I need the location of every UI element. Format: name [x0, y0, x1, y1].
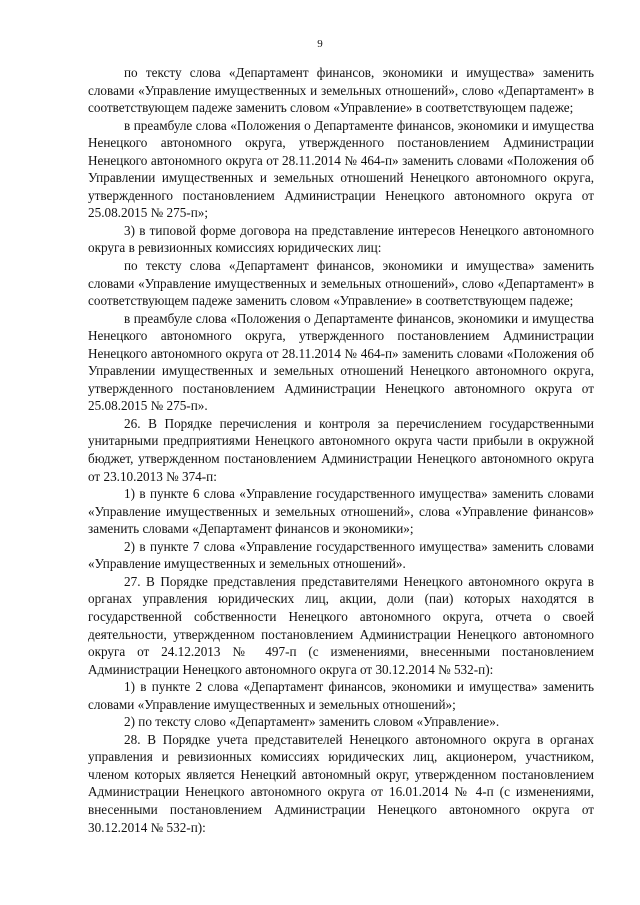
- paragraph: 28. В Порядке учета представителей Ненецкого автономного округа в органах управления и ревизионных комиссиях юридических лиц, акционером, участником, членом которых является Ненецкий автономный округ, утвержденном постановлением Администрации Ненецкого автономного округа от 16.01.2014 № 4-п (с изменениями, внесенными постановлением Администрации Ненецкого автономного округа от 30.12.2014 № 532-п):: [88, 731, 594, 835]
- paragraph: 26. В Порядке перечисления и контроля за перечислением государственными унитарными предприятиями Ненецкого автономного округа части прибыли в окружной бюджет, утвержденном постановлением Администрации Ненецкого автономного округа от 23.10.2013 № 374-п:: [88, 415, 594, 484]
- paragraph: 27. В Порядке представления представителями Ненецкого автономного округа в органах управления юридических лиц, акции, доли (паи) которых находятся в государственной собственности Ненецкого автономного округа, отчета о своей деятельности, утвержденном постановлением Администрации Ненецкого автономного округа от 24.12.2013 № 497-п (с изменениями, внесенными постановлением Администрации Ненецкого автономного округа от 30.12.2014 № 532-п):: [88, 573, 594, 677]
- paragraph: по тексту слова «Департамент финансов, экономики и имущества» заменить словами «Управление имущественных и земельных отношений», слово «Департамент» в соответствующем падеже заменить словом «Управление» в соответствующем падеже;: [88, 258, 594, 309]
- paragraph: по тексту слова «Департамент финансов, экономики и имущества» заменить словами «Управление имущественных и земельных отношений», слово «Департамент» в соответствующем падеже заменить словом «Управление» в соответствующем падеже;: [88, 65, 594, 116]
- paragraph: 1) в пункте 2 слова «Департамент финансов, экономики и имущества» заменить словами «Управление имущественных и земельных отношений»;: [88, 679, 594, 712]
- document-body: [88, 64, 594, 836]
- paragraph: в преамбуле слова «Положения о Департаменте финансов, экономики и имущества Ненецкого автономного округа, утвержденного постановлением Администрации Ненецкого автономного округа от 28.11.2014 № 464-п» заменить словами «Положения об Управлении имущественных и земельных отношений Ненецкого автономного округа, утвержденного постановлением Администрации Ненецкого автономного округа от 25.08.2015 № 275-п».: [88, 310, 594, 414]
- paragraph: в преамбуле слова «Положения о Департаменте финансов, экономики и имущества Ненецкого автономного округа, утвержденного постановлением Администрации Ненецкого автономного округа от 28.11.2014 № 464-п» заменить словами «Положения об Управлении имущественных и земельных отношений Ненецкого автономного округа, утвержденного постановлением Администрации Ненецкого автономного округа от 25.08.2015 № 275-п»;: [88, 117, 594, 221]
- paragraph: 1) в пункте 6 слова «Управление государственного имущества» заменить словами «Управление имущественных и земельных отношений», слова «Управление финансов» заменить словами «Департамент финансов и экономики»;: [88, 486, 594, 537]
- paragraph: 3) в типовой форме договора на представление интересов Ненецкого автономного округа в ревизионных комиссиях юридических лиц:: [88, 222, 594, 256]
- paragraph: 2) в пункте 7 слова «Управление государственного имущества» заменить словами «Управление имущественных и земельных отношений».: [88, 538, 594, 572]
- page-number: 9: [317, 38, 323, 50]
- paragraph: 2) по тексту слово «Департамент» заменить словом «Управление».: [124, 714, 500, 730]
